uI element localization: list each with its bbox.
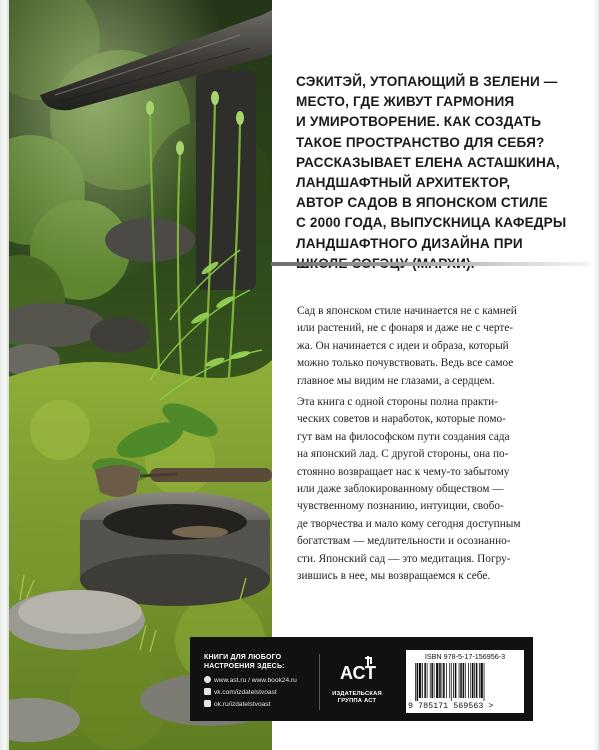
headline-line: ЛАНДШАФТНОГО ДИЗАЙНА ПРИ xyxy=(296,235,523,251)
ok-link[interactable]: ok.ru/izdatelstvoast xyxy=(214,701,271,708)
barcode-bar xyxy=(460,663,462,698)
barcode-bar xyxy=(419,663,421,698)
barcode-bar xyxy=(417,663,419,701)
text-line: чувственному познанию, интуиции, свобо- xyxy=(297,500,504,513)
barcode-bar xyxy=(474,663,475,698)
publisher-name-line: ИЗДАТЕЛЬСКАЯ xyxy=(332,691,382,697)
barcode-bar xyxy=(443,663,445,698)
ok-icon xyxy=(204,700,211,707)
headline-line: МЕСТО, ГДЕ ЖИВУТ ГАРМОНИЯ xyxy=(296,94,515,110)
headline-line: С 2000 ГОДА, ВЫПУСКНИЦА КАФЕДРЫ xyxy=(296,215,567,231)
text-line: жа. Он начинается с идеи и образа, который xyxy=(297,339,509,352)
barcode-bar xyxy=(442,663,443,698)
publisher-name-line: ГРУППА АСТ xyxy=(337,698,377,704)
logo-mark-text: АСТ xyxy=(339,663,377,683)
barcode-bar xyxy=(449,663,450,698)
barcode-bar xyxy=(479,663,480,698)
vk-link-row[interactable] xyxy=(204,688,324,697)
barcode-bar xyxy=(468,663,469,698)
barcode-bar xyxy=(453,663,454,698)
barcode-bar xyxy=(430,663,431,698)
barcode-bar xyxy=(455,663,457,698)
barcode-bar xyxy=(439,663,441,698)
tagline-line: КНИГИ ДЛЯ ЛЮБОГО xyxy=(204,654,282,661)
vk-link[interactable]: vk.com/izdatelstvoast xyxy=(214,689,277,696)
web-link[interactable]: www.ast.ru / www.book24.ru xyxy=(214,677,297,684)
barcode-bar xyxy=(434,663,435,698)
barcode-bar xyxy=(424,663,426,698)
text-line: или растений, не с фонаря и даже не с черте- xyxy=(297,322,514,335)
isbn-barcode xyxy=(406,650,524,713)
barcode-bar xyxy=(415,663,416,701)
barcode-bar xyxy=(431,663,433,698)
ok-link-row[interactable] xyxy=(204,700,324,709)
barcode-bar xyxy=(463,663,465,698)
text-line: Эта книга с одной стороны полна практи- xyxy=(297,396,498,408)
text-line: ческих советов и наработок, которые помо- xyxy=(297,413,506,426)
body-paragraph-1 xyxy=(297,303,581,390)
barcode-bar xyxy=(436,663,438,698)
gradient-divider xyxy=(271,262,591,266)
cover-edge xyxy=(593,0,600,750)
barcode-bar xyxy=(465,663,466,698)
spine-edge xyxy=(0,0,9,750)
ean-digits: 9 785171 569563 > xyxy=(408,701,494,711)
barcode-bar xyxy=(476,663,478,698)
barcode-bar xyxy=(422,663,423,698)
text-line: можно только почувствовать. Ведь все самое xyxy=(297,357,514,370)
globe-icon xyxy=(204,676,211,683)
vk-icon xyxy=(204,688,211,695)
barcode-bar xyxy=(459,663,460,698)
headline xyxy=(296,72,586,274)
barcode-bar xyxy=(427,663,428,698)
publisher-name xyxy=(327,691,387,705)
publisher-tagline xyxy=(204,653,285,671)
band-separator xyxy=(319,654,320,710)
tagline-line: НАСТРОЕНИЯ ЗДЕСЬ: xyxy=(204,663,285,670)
headline-line: И УМИРОТВОРЕНИЕ. КАК СОЗДАТЬ xyxy=(296,114,542,130)
headline-line: ТАКОЕ ПРОСТРАНСТВО ДЛЯ СЕБЯ? xyxy=(296,134,545,150)
web-links[interactable] xyxy=(204,676,324,685)
text-line: зившись в нее, мы возвращаемся к себе. xyxy=(297,570,491,583)
text-line: де творчества и мало кому сегодня доступным xyxy=(297,517,521,530)
barcode-bar xyxy=(484,663,485,701)
text-line: Сад в японском стиле начинается не с камней xyxy=(297,305,517,317)
headline-line: РАССКАЗЫВАЕТ ЕЛЕНА АСТАШКИНА, xyxy=(296,154,560,170)
ast-logo-icon xyxy=(338,654,378,688)
text-line: стоянно возвращает нас к чему-то забытому xyxy=(297,465,510,478)
barcode-bar xyxy=(470,663,471,698)
text-line: или даже заблокированному обществом — xyxy=(297,483,504,496)
body-paragraph-2 xyxy=(297,394,581,585)
barcode-bars xyxy=(415,663,515,701)
text-line: на японский лад. С другой стороны, она по- xyxy=(297,448,509,461)
headline-line: СЭКИТЭЙ, УТОПАЮЩИЙ В ЗЕЛЕНИ — xyxy=(296,74,558,89)
isbn-number: ISBN 978-5-17-156956-3 xyxy=(424,652,506,661)
text-line: богатствам — медлительности и осознанно- xyxy=(297,535,511,548)
headline-line: ЛАНДШАФТНЫЙ АРХИТЕКТОР, xyxy=(296,175,511,191)
text-line: сти. Японский сад — это медитация. Погру- xyxy=(297,552,511,565)
text-line: главное мы видим не глазами, а сердцем. xyxy=(297,374,495,387)
text-line: гут вам на философском пути создания сада xyxy=(297,430,510,443)
barcode-bar xyxy=(451,663,452,701)
barcode-bar xyxy=(481,663,483,698)
barcode-bar xyxy=(472,663,474,698)
headline-line: АВТОР САДОВ В ЯПОНСКОМ СТИЛЕ xyxy=(296,195,548,211)
barcode-bar xyxy=(446,663,447,698)
